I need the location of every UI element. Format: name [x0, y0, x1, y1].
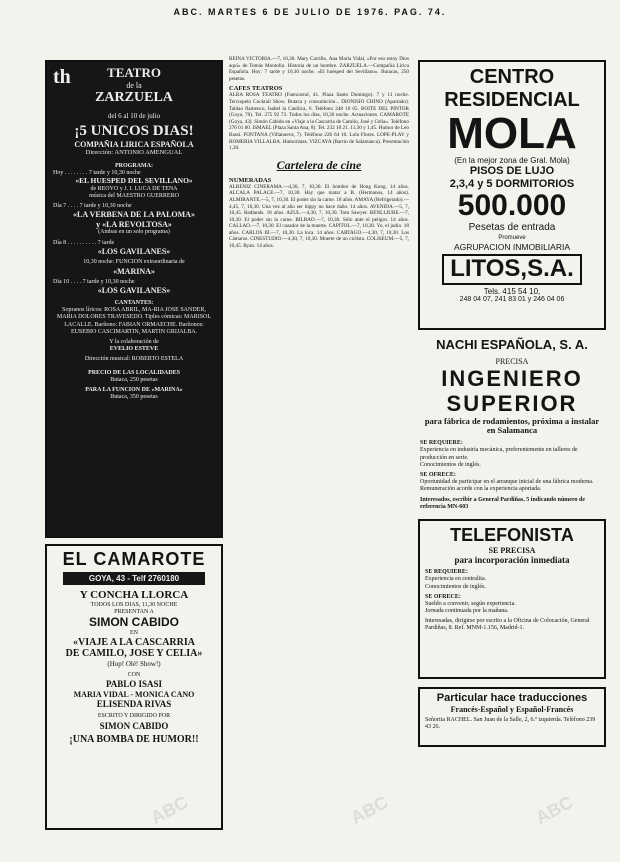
zarzuela-title-1: TEATRO	[107, 65, 161, 80]
camarote-ad	[45, 544, 223, 830]
traducciones-ad	[418, 687, 606, 747]
traducciones-contact: Señorita RACHEL. San Juan de la Salle, 2, 6.º izquierda. Teléfono 239 43 26.	[425, 716, 596, 730]
telefonista-req: Conocimientos de inglés.	[425, 583, 486, 590]
camarote-written: ESCRITO Y DIRIGIDO POR	[97, 713, 171, 720]
zarzuela-line: Día 7 . . . . 7 tarde y 10,30 noche	[53, 203, 132, 210]
zarzuela-marina-label: PARA LA FUNCION DE «MARINA»	[85, 386, 183, 393]
nachi-offer-label: SE OFRECE:	[420, 472, 456, 478]
telefonista-contact: Interesadas, dirigirse por escrito a la Oficina de Colocación, General Pardiñas, 8. Ref. MNM-1.156, Madrid-1.	[425, 618, 590, 632]
zarzuela-line: de REOYO y J. I. LUCA DE TENA	[90, 185, 178, 192]
zarzuela-program-label: PROGRAMA:	[115, 162, 153, 169]
telefonista-title: TELEFONISTA	[450, 524, 574, 545]
zarzuela-director: Dirección: ANTONIO AMENGUAL	[85, 149, 183, 157]
cinema-listings: ALBENIZ CINERAMA.—4,30, 7, 10,30. El hombre de Hong Kong. 14 años. ALCALA PALACE.—7, 10,30. Hay que matar a B. (Hermanos, 14 años). ALMIRANTE.—5, 7, 10,30. El poder sin la carne. 18 años. AMAYA (Refrigerado).—4,45, 7, 10,30. Una vez al año ser hippy no hace daño. 14 años. AVENIDA.—5, 7, 10,45. Badlands. 18 años. AZUL.—4,30, 7, 10,30. Tom Sawyer. BENLLIURE.—7, 10,30. El poder sin la carne. BILBAO.—7, 10,30. Sólo ante el peligro. 14 años. CALLAO.—7, 10,30. El cazador de la muerte. CAPITOL.—7, 10,30. Yo, el judío. 18 años. CARLOS III.—7, 10,30. La loca. 14 años. CARTAGO.—4,30, 7, 10,30. Los Cámaros. CINESTUDIO.—4,30, 7, 10,30. Muerte de un ciclista. COLISEUM.—5, 7, 10,45. Ryan. 14 años.	[229, 183, 409, 250]
mola-promoter: Promueve	[498, 235, 526, 242]
watermark: ABC	[147, 792, 192, 829]
mola-flats: PISOS DE LUJO	[469, 165, 555, 178]
camarote-cast: ELISENDA RIVAS	[96, 698, 172, 709]
zarzuela-line: «MARINA»	[113, 266, 155, 276]
cafes-listings: ALBA ROSA TEATRO (Fuencarral, 41. Plaza Santo Domingo). 7 y 11 noche. Terciopelo Cocktail Show. Butaca y consumición... DIONISIO CHINO (Apartado). Tablao flamenco, Isabel la Católica, 6. Teléfono 248 10 05. BOITE DEL PINTOR (Goya, 70). Tel. 275 92 73. Todos los días, 10,30 noche. Actuaciones. CAMAROTE (Goya, 43). Simón Cabido en «Viaje a la Cascarria de Camilo, José y Celia». Teléfono 276 01 80. ISMAEL (Plaza Santa Ana, 8). Tel. 232 10 21. 11,30 y 1,45. Humor de Leo Bassi. FONTANA (Villanueva, 7). Teléfono 226 64 10. Lola Flores. LOPE-PLAY y ROMERIA VILLALBA. Humoristas. VIZCAYA (Barrio de Salamanca). Presentación 1,30.	[229, 92, 409, 152]
zarzuela-company: COMPAÑIA LIRICA ESPAÑOLA	[74, 139, 194, 149]
camarote-with: CON	[127, 672, 141, 679]
nachi-job2: SUPERIOR	[446, 391, 578, 417]
camarote-tagline: ¡UNA BOMBA DE HUMOR!!	[69, 733, 199, 745]
telefonista-offer-label: SE OFRECE:	[425, 593, 461, 600]
telefonista-purpose: para incorporación inmediata	[454, 554, 570, 565]
nachi-req-label: SE REQUIERE:	[420, 440, 463, 447]
zarzuela-line: Día 8 . . . . . . . . . . 7 tarde	[53, 239, 115, 246]
cartelera-title: Cartelera de cine	[276, 157, 362, 172]
mola-logo: LITOS,S.A.	[442, 254, 582, 284]
telefonista-offer: Sueldo a convenir, según experiencia.	[425, 600, 516, 607]
zarzuela-line: y «LA REVOLTOSA»	[96, 219, 172, 229]
camarote-star: Y CONCHA LLORCA	[79, 588, 189, 601]
page-header: ABC. MARTES 6 DE JULIO DE 1976. PAG. 74.	[173, 7, 447, 17]
nachi-offer: Remuneración acorde con la experiencia aportada.	[420, 486, 542, 493]
zarzuela-line: música del MAESTRO GUERRERO	[89, 193, 179, 200]
zarzuela-line: «EL HUESPED DEL SEVILLANO»	[75, 176, 193, 186]
traducciones-title: Particular hace traducciones	[436, 691, 588, 704]
camarote-show-2: DE CAMILO, JOSE Y CELIA»	[65, 648, 203, 660]
camarote-cast: MARIA VIDAL - MONICA CANO	[73, 689, 195, 699]
cafes-title: CAFES TEATROS	[229, 85, 283, 93]
camarote-address: GOYA, 43 - Telf 2760180	[63, 572, 205, 585]
camarote-schedule: TODOS LOS DIAS, 11,30 NOCHE	[90, 601, 178, 608]
mola-sub: (En la mejor zona de Gral. Mola)	[454, 156, 570, 165]
zarzuela-title-3: ZARZUELA	[95, 90, 173, 106]
zarzuela-prices-label: PRECIO DE LAS LOCALIDADES	[88, 369, 180, 376]
nachi-needs: PRECISA	[495, 356, 529, 366]
mola-company: AGRUPACION INMOBILIARIA	[453, 241, 571, 252]
nachi-req: Experiencia en industria mecánica, preferentemente en talleres de producción en serie.	[420, 447, 578, 461]
zarzuela-line: Hoy . . . . . . . . 7 tarde y 10,30 noche	[53, 170, 141, 177]
mola-phone1: Tels. 415 54 10,	[483, 286, 541, 296]
nachi-offer: Oportunidad de participar en el arranque inicial de una fábrica moderna.	[420, 479, 594, 486]
zarzuela-ad	[45, 60, 223, 538]
camarote-author: SIMON CABIDO	[99, 720, 169, 731]
telefonista-ad	[418, 519, 606, 679]
camarote-show-1: «VIAJE A LA CASCARRIA	[73, 636, 195, 648]
camarote-in: EN	[130, 629, 138, 636]
theater-listings: REINA VICTORIA.—7, 10,30. Mary Carrillo, Ana María Vidal, «Por eso estoy Dios aquí» de Tomás Montolíu. Historia de un hombre. ZARZUELA.—Compañía Lírica Española. Hoy: 7 tarde y 10,30 noche. «El huésped del Sevillano». Butacas, 250 pesetas.	[229, 56, 409, 82]
mola-line1: CENTRO	[469, 66, 555, 88]
zarzuela-price: Butaca, 250 pesetas	[110, 376, 158, 383]
nachi-purpose: para fábrica de rodamientos, próxima a instalar en Salamanca	[424, 415, 600, 436]
mola-line3: MOLA	[447, 109, 577, 158]
zarzuela-dates: del 6 al 10 de julio	[107, 112, 161, 121]
telefonista-req-label: SE REQUIERE:	[425, 569, 468, 576]
zarzuela-logo: th	[53, 66, 71, 88]
zarzuela-line: «LOS GAVILANES»	[97, 285, 171, 295]
zarzuela-headline: ¡5 UNICOS DIAS!	[74, 122, 194, 139]
camarote-logo: EL CAMAROTE	[62, 549, 206, 569]
numeradas-title: NUMERADAS	[229, 176, 272, 184]
mola-line2: RESIDENCIAL	[444, 89, 580, 111]
mola-price-label: Pesetas de entrada	[468, 221, 556, 233]
telefonista-req: Experiencia en centralita.	[425, 576, 487, 583]
zarzuela-singers-label: CANTANTES:	[114, 300, 154, 307]
zarzuela-direction: Dirección musical: ROBERTO ESTELA	[84, 356, 184, 363]
telefonista-offer: Jornada continuada por la mañana.	[425, 608, 509, 615]
camarote-presents: PRESENTAN A	[114, 608, 154, 615]
zarzuela-line: «LA VERBENA DE LA PALOMA»	[73, 210, 195, 220]
camarote-performer: SIMON CABIDO	[89, 614, 179, 629]
mola-ad	[418, 60, 606, 330]
mola-rooms: 2,3,4 y 5 DORMITORIOS	[449, 177, 575, 190]
zarzuela-title-2: de la	[126, 80, 142, 90]
watermark: ABC	[532, 792, 577, 829]
mola-phone2: 248 04 07, 241 83 01 y 246 04 06	[459, 296, 565, 303]
zarzuela-line: (Ambas en un solo programa)	[98, 228, 170, 235]
zarzuela-line: «LOS GAVILANES»	[97, 247, 171, 257]
zarzuela-collab: Y la colaboración de	[109, 339, 159, 346]
telefonista-needs: SE PRECISA	[488, 545, 536, 555]
nachi-job1: INGENIERO	[441, 366, 583, 392]
camarote-cast: PABLO ISASI	[105, 679, 163, 690]
nachi-ad	[418, 338, 606, 511]
nachi-req: Conocimientos de inglés.	[420, 461, 481, 468]
zarzuela-singers: Sopranos líricos: ROSA ABRIL, MA-RIA JOSE SANDER, MARIA DOLORES TRAVESEDO. Tiples cómicas: MARISOL LACALLE. Barítono: FABIAN ORMAECHE. Barítonos: EUSEBIO CASCIMARTIN, MARTIN GRIJALBA.	[56, 307, 212, 335]
zarzuela-line: Día 10 . . . . 7 tarde y 10,30 noche	[53, 278, 135, 285]
traducciones-langs: Francés-Español y Español-Francés	[450, 704, 574, 714]
zarzuela-line: 10,30 noche: FUNCION extraordinaria de	[83, 259, 185, 266]
zarzuela-marina-price: Butaca, 350 pesetas	[110, 394, 158, 401]
zarzuela-collab-name: EVELIO ESTEVE	[109, 346, 159, 353]
nachi-contact: Interesados, escribir a General Pardiñas, 5 indicando número de referencia MN-603	[420, 496, 586, 510]
watermark: ABC	[347, 792, 392, 829]
mola-price: 500.000	[457, 189, 567, 223]
nachi-company: NACHI ESPAÑOLA, S. A.	[436, 337, 588, 352]
camarote-show-3: (Hop! Olé! Show!)	[107, 659, 161, 668]
